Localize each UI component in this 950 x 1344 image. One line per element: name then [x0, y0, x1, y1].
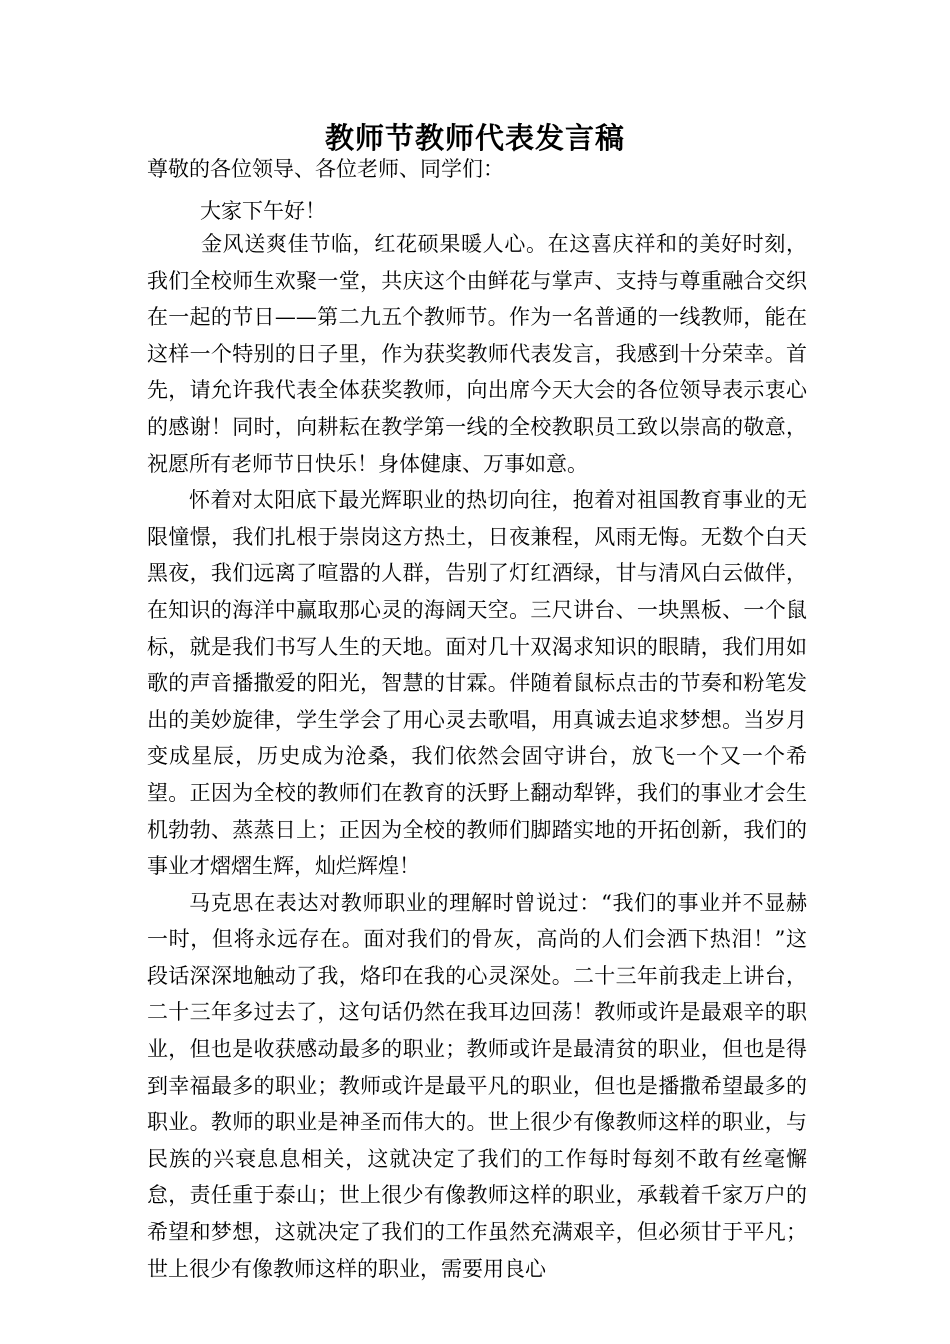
speech-body	[147, 226, 807, 1287]
paragraph-marx-quote: 马克思在表达对教师职业的理解时曾说过：“我们的事业并不显赫一时，但将永远存在。面对我们的骨灰，高尚的人们会洒下热泪！”这段话深深地触动了我，烙印在我的心灵深处。二十三年前我走上讲台，二十三年多过去了，这句话仍然在我耳边回荡！教师或许是最艰辛的职业，但也是收获感动最多的职业；教师或许是最清贫的职业，但也是得到幸福最多的职业；教师或许是最平凡的职业，但也是播撒希望最多的职业。教师的职业是神圣而伟大的。世上很少有像教师这样的职业，与民族的兴衰息息相关，这就决定了我们的工作每时每刻不敢有丝毫懈怠，责任重于泰山；世上很少有像教师这样的职业，承载着千家万户的希望和梦想，这就决定了我们的工作虽然充满艰辛，但必须甘于平凡；世上很少有像教师这样的职业，需要用良心	[147, 890, 807, 1281]
greeting: 大家下午好！	[200, 199, 326, 223]
document-title: 教师节教师代表发言稿	[324, 121, 625, 155]
paragraph-opening: 金风送爽佳节临，红花硕果暖人心。在这喜庆祥和的美好时刻，我们全校师生欢聚一堂，共庆这个由鲜花与掌声、支持与尊重融合交织在一起的节日——第二九五个教师节。作为一名普通的一线教师，能在这样一个特别的日子里，作为获奖教师代表发言，我感到十分荣幸。首先，请允许我代表全体获奖教师，向出席今天大会的各位领导表示衷心的感谢！同时，向耕耘在教学第一线的全校教职员工致以崇高的敬意，祝愿所有老师节日快乐！身体健康、万事如意。	[147, 232, 807, 476]
paragraph-dedication: 怀着对太阳底下最光辉职业的热切向往，抱着对祖国教育事业的无限憧憬，我们扎根于崇岗这方热土，日夜兼程，风雨无悔。无数个白天黑夜，我们远离了喧嚣的人群，告别了灯红酒绿，甘与清风白云做伴，在知识的海洋中赢取那心灵的海阔天空。三尺讲台、一块黑板、一个鼠标，就是我们书写人生的天地。面对几十双渴求知识的眼睛，我们用如歌的声音播撒爱的阳光，智慧的甘霖。伴随着鼠标点击的节奏和粉笔发出的美妙旋律，学生学会了用心灵去歌唱，用真诚去追求梦想。当岁月变成星辰，历史成为沧桑，我们依然会固守讲台，放飞一个又一个希望。正因为全校的教师们在教育的沃野上翻动犁铧，我们的事业才会生机勃勃、蒸蒸日上；正因为全校的教师们脚踏实地的开拓创新，我们的事业才熠熠生辉，灿烂辉煌！	[147, 488, 807, 879]
salutation: 尊敬的各位领导、各位老师、同学们：	[147, 157, 504, 181]
